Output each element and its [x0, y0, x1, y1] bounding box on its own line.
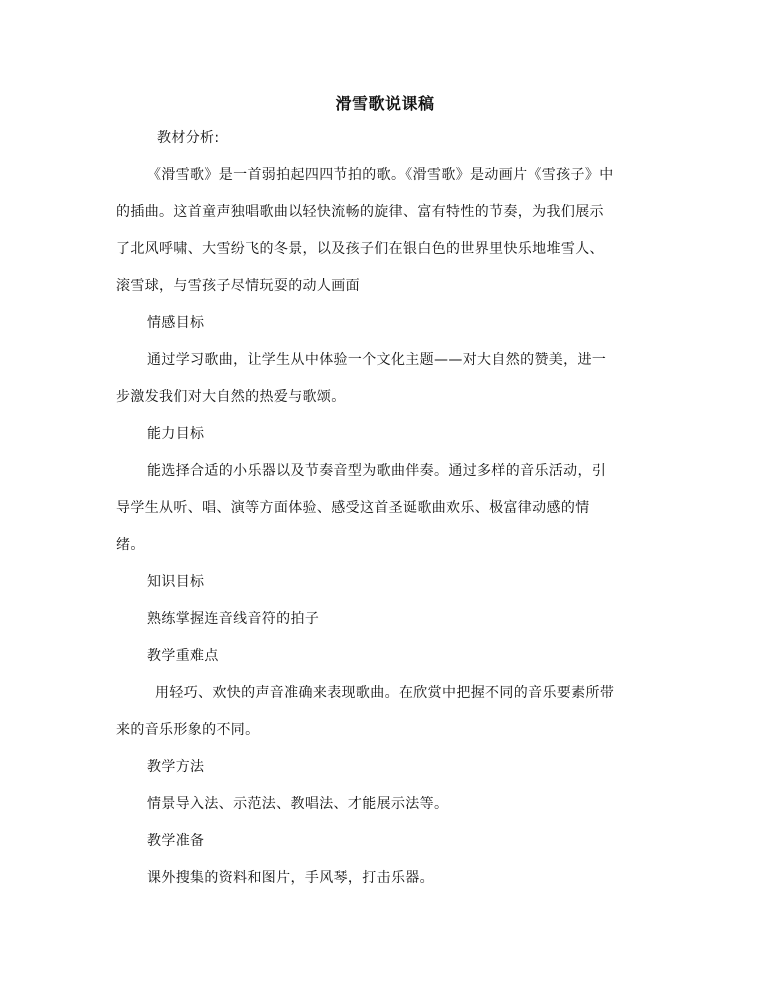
paragraph-line: 熟练掌握连音线音符的拍子 [147, 611, 320, 627]
heading-teaching-preparation: 教学准备 [147, 833, 205, 849]
paragraph-line: 导学生从听、唱、演等方面体验、感受这首圣诞歌曲欢乐、极富律动感的情 [116, 500, 590, 516]
paragraph-line: 《滑雪歌》是一首弱拍起四四节拍的歌。《滑雪歌》是动画片《雪孩子》中 [147, 167, 614, 183]
paragraph-line: 来的音乐形象的不同。 [116, 722, 260, 738]
paragraph-line: 通过学习歌曲，让学生从中体验一个文化主题——对大自然的赞美，进一 [147, 352, 607, 368]
paragraph-line: 滚雪球，与雪孩子尽情玩耍的动人画面 [116, 278, 360, 294]
paragraph-line: 用轻巧、欢快的声音准确来表现歌曲。在欣赏中把握不同的音乐要素所带 [155, 685, 615, 701]
heading-material-analysis: 教材分析: [157, 130, 220, 146]
paragraph-line: 课外搜集的资料和图片，手风琴，打击乐器。 [147, 870, 434, 886]
heading-teaching-method: 教学方法 [147, 759, 205, 775]
heading-ability-goal: 能力目标 [147, 426, 205, 442]
paragraph-line: 的插曲。这首童声独唱歌曲以轻快流畅的旋律、富有特性的节奏，为我们展示 [116, 204, 604, 220]
heading-key-points: 教学重难点 [147, 648, 219, 664]
paragraph-line: 绪。 [116, 537, 145, 553]
paragraph-line: 步激发我们对大自然的热爱与歌颂。 [116, 389, 346, 405]
paragraph-line: 了北风呼啸、大雪纷飞的冬景，以及孩子们在银白色的世界里快乐地堆雪人、 [116, 241, 604, 257]
heading-emotional-goal: 情感目标 [147, 315, 205, 331]
document-title: 滑雪歌说课稿 [335, 94, 435, 113]
paragraph-line: 情景导入法、示范法、教唱法、才能展示法等。 [147, 796, 449, 812]
heading-knowledge-goal: 知识目标 [147, 574, 205, 590]
paragraph-line: 能选择合适的小乐器以及节奏音型为歌曲伴奏。通过多样的音乐活动，引 [147, 463, 607, 479]
